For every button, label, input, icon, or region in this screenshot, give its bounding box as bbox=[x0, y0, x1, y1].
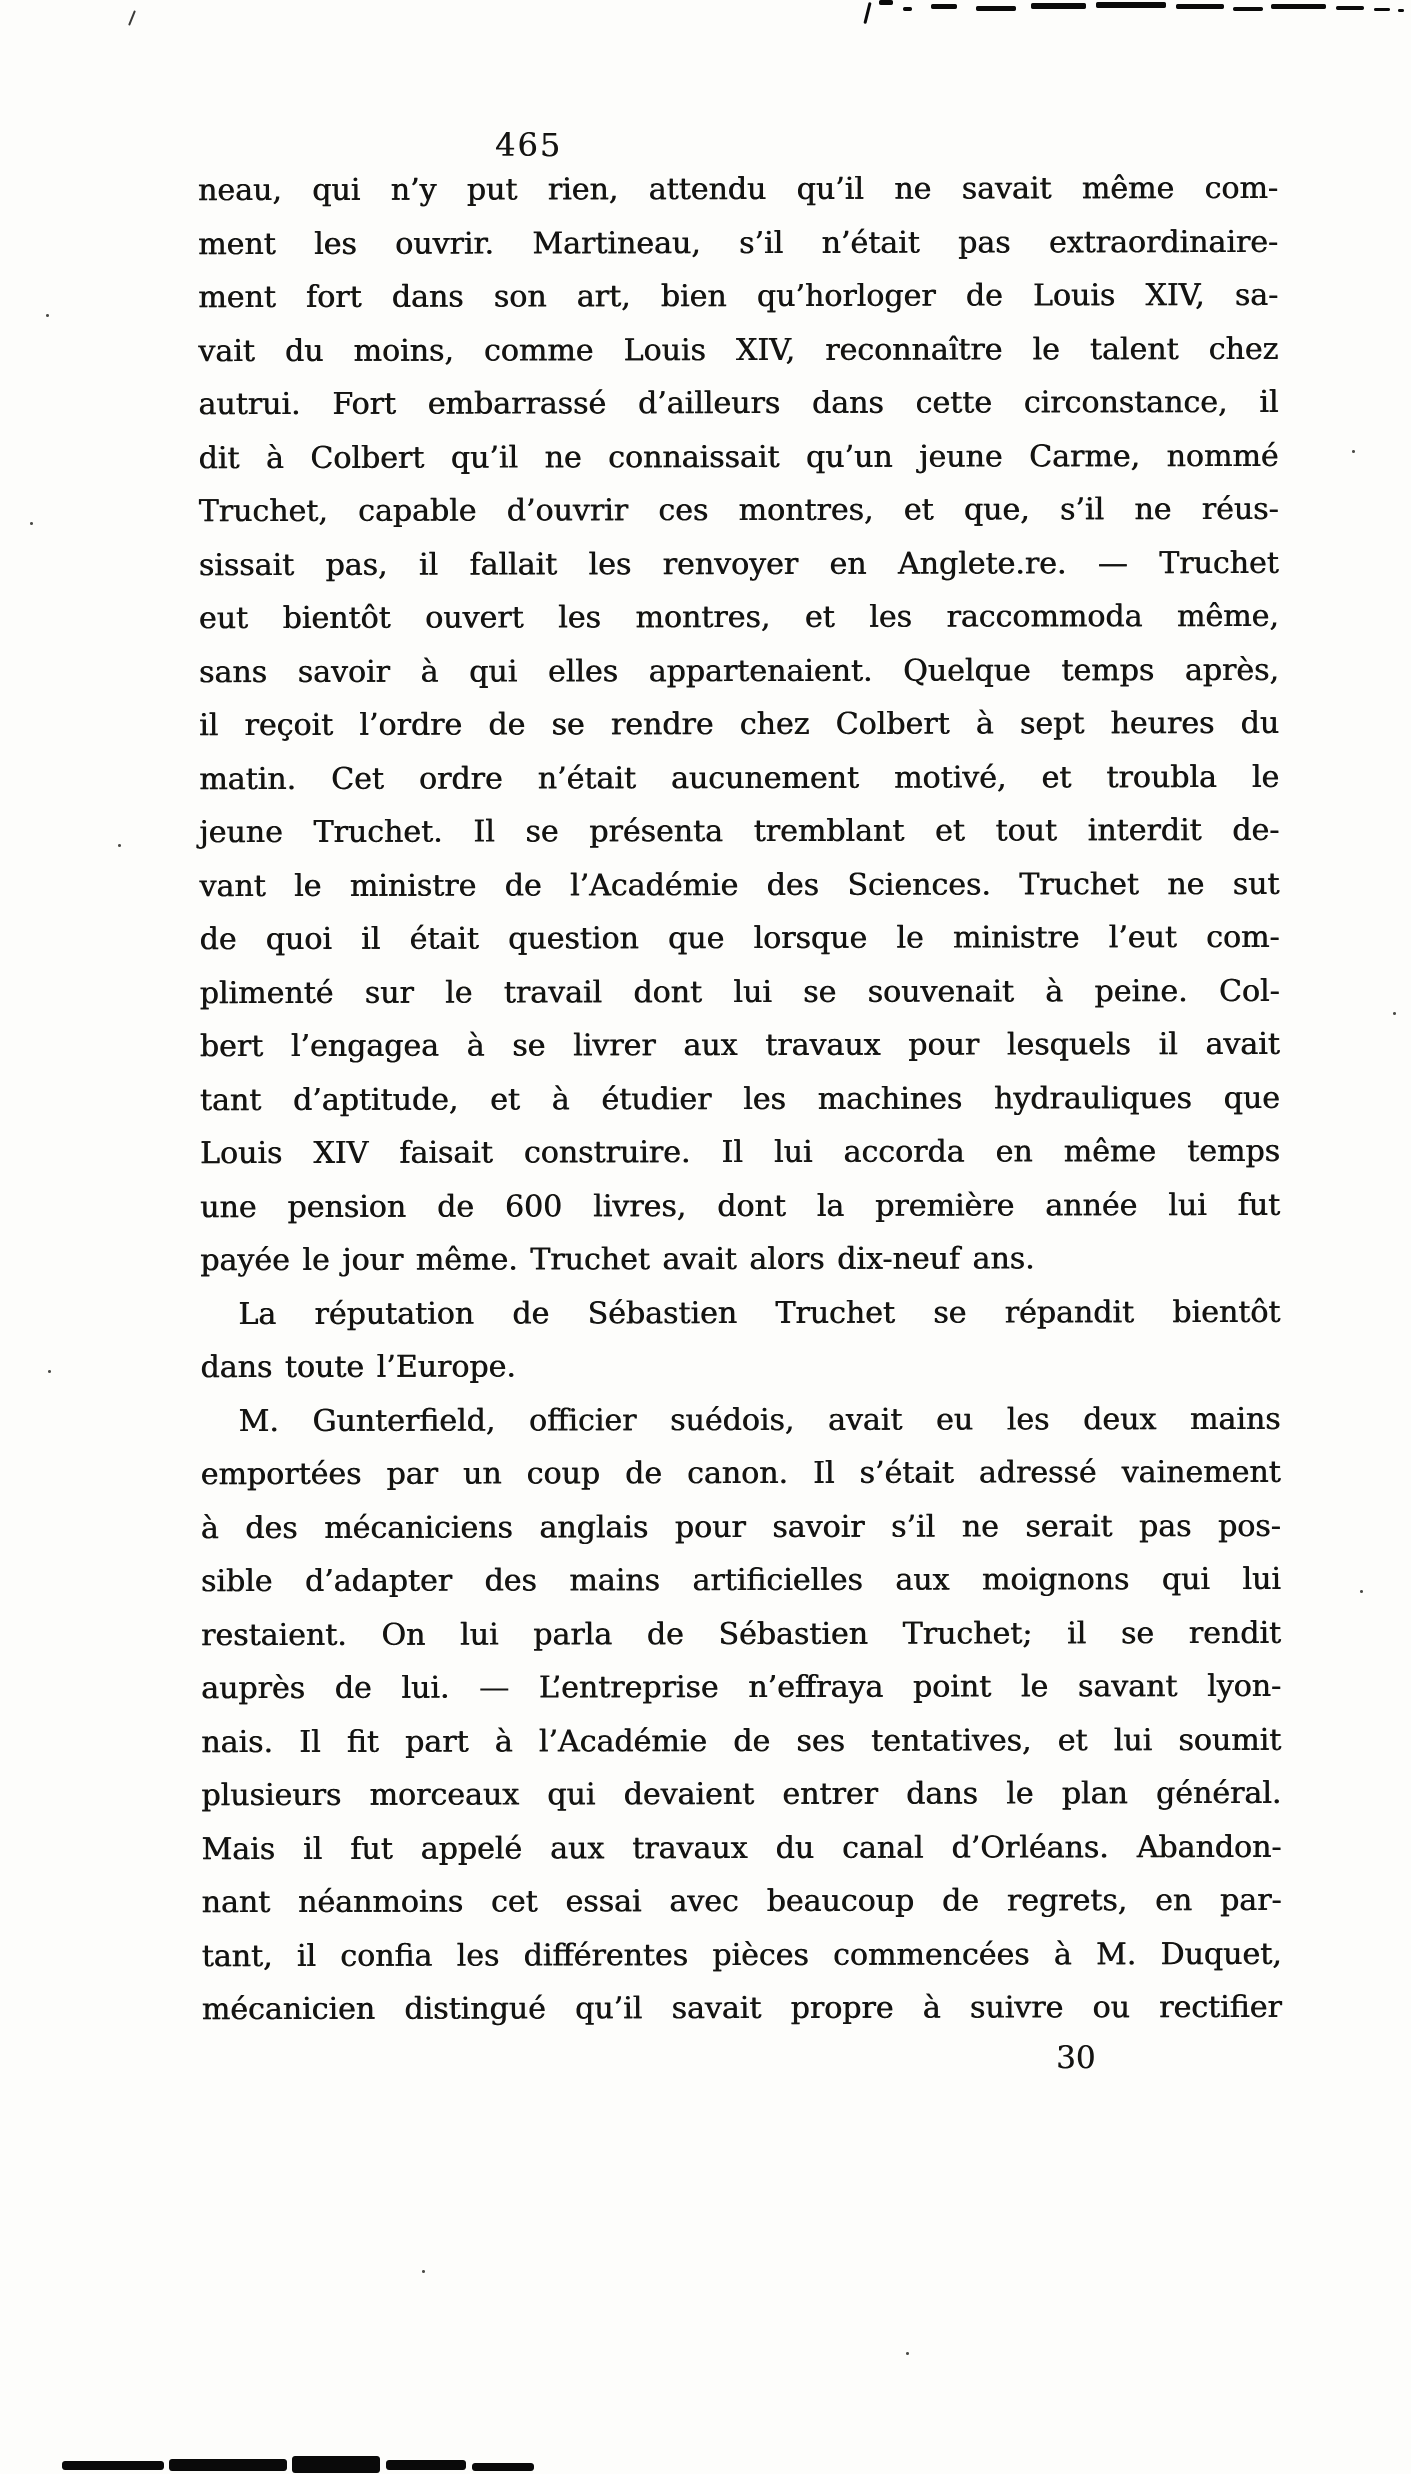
scan-artifact bbox=[1031, 3, 1086, 9]
scan-artifact bbox=[931, 4, 957, 9]
scan-artifact bbox=[1176, 4, 1224, 9]
scan-artifact bbox=[386, 2460, 466, 2470]
scan-artifact bbox=[1096, 2, 1166, 8]
page-number: 465 bbox=[495, 126, 563, 164]
text-line: Truchet, capable d’ouvrir ces montres, et que, s’il ne réus- bbox=[198, 491, 1279, 530]
scan-artifact bbox=[903, 7, 912, 11]
scan-artifact bbox=[169, 2459, 287, 2471]
text-line: restaient. On lui parla de Sébastien Truchet; il se rendit bbox=[201, 1615, 1282, 1653]
scan-artifact bbox=[976, 6, 1016, 11]
text-line: auprès de lui. — L’entreprise n’effraya point le savant lyon- bbox=[201, 1668, 1282, 1707]
signature-mark: 30 bbox=[1056, 2040, 1096, 2076]
scan-artifact bbox=[1233, 7, 1263, 11]
text-line: payée le jour même. Truchet avait alors dix-neuf ans. bbox=[200, 1241, 1035, 1279]
scan-artifact bbox=[128, 10, 136, 26]
scan-speck bbox=[906, 2352, 909, 2355]
scan-speck bbox=[30, 522, 33, 525]
scan-speck bbox=[1393, 1012, 1396, 1015]
text-line: eut bientôt ouvert les montres, et les raccommoda même, bbox=[198, 598, 1280, 637]
scan-artifact bbox=[1271, 4, 1326, 9]
scan-artifact bbox=[1336, 6, 1364, 10]
text-line: de quoi il était question que lorsque le ministre l’eut com- bbox=[199, 919, 1280, 958]
text-line: nais. Il fit part à l’Académie de ses tentatives, et lui soumit bbox=[201, 1722, 1282, 1760]
text-line: jeune Truchet. Il se présenta tremblant et tout interdit de- bbox=[199, 812, 1280, 851]
text-line: sissait pas, il fallait les renvoyer en Anglete.re. — Truchet bbox=[198, 545, 1279, 583]
page-text-block bbox=[198, 162, 1282, 2037]
text-line: M. Gunterfield, officier suédois, avait eu les deux mains bbox=[238, 1401, 1281, 1439]
text-line: dans toute l’Europe. bbox=[200, 1349, 516, 1386]
text-line: ment les ouvrir. Martineau, s’il n’était pas extraordinaire- bbox=[198, 224, 1279, 262]
text-line: sans savoir à qui elles appartenaient. Quelque temps après, bbox=[199, 652, 1280, 690]
scan-speck bbox=[46, 314, 49, 317]
scan-artifact bbox=[292, 2456, 380, 2473]
scan-artifact bbox=[1374, 8, 1390, 11]
text-line: sible d’adapter des mains artificielles aux moignons qui lui bbox=[200, 1561, 1282, 1600]
scan-speck bbox=[118, 844, 121, 847]
text-line: nant néanmoins cet essai avec beaucoup de regrets, en par- bbox=[201, 1882, 1282, 1921]
text-line: plusieurs morceaux qui devaient entrer dans le plan général. bbox=[201, 1775, 1282, 1814]
text-line: à des mécaniciens anglais pour savoir s’il ne serait pas pos- bbox=[200, 1508, 1281, 1546]
text-line: matin. Cet ordre n’était aucunement motivé, et troubla le bbox=[199, 759, 1280, 797]
scan-speck bbox=[1360, 1590, 1363, 1593]
scan-artifact bbox=[472, 2463, 534, 2471]
text-line: Louis XIV faisait construire. Il lui accorda en même temps bbox=[200, 1133, 1281, 1172]
scan-speck bbox=[48, 1370, 51, 1373]
text-line: dit à Colbert qu’il ne connaissait qu’un jeune Carme, nommé bbox=[198, 438, 1279, 476]
text-line: plimenté sur le travail dont lui se souvenait à peine. Col- bbox=[199, 973, 1280, 1011]
text-line: La réputation de Sébastien Truchet se répandit bientôt bbox=[238, 1294, 1281, 1332]
text-line: vant le ministre de l’Académie des Sciences. Truchet ne sut bbox=[199, 866, 1280, 904]
text-line: Mais il fut appelé aux travaux du canal d’Orléans. Abandon- bbox=[201, 1829, 1282, 1867]
scan-artifact bbox=[1398, 9, 1404, 12]
text-line: ment fort dans son art, bien qu’horloger de Louis XIV, sa- bbox=[198, 277, 1279, 316]
text-line: bert l’engagea à se livrer aux travaux pour lesquels il avait bbox=[199, 1026, 1280, 1065]
text-line: vait du moins, comme Louis XIV, reconnaître le talent chez bbox=[198, 331, 1279, 369]
text-line: neau, qui n’y put rien, attendu qu’il ne savait même com- bbox=[198, 170, 1279, 209]
text-line: tant d’aptitude, et à étudier les machines hydrauliques que bbox=[199, 1080, 1281, 1118]
scan-speck bbox=[1352, 450, 1355, 453]
text-line: une pension de 600 livres, dont la première année lui fut bbox=[200, 1187, 1281, 1225]
scan-speck bbox=[422, 2270, 425, 2273]
text-line: emportées par un coup de canon. Il s’était adressé vainement bbox=[200, 1454, 1281, 1493]
scan-artifact bbox=[863, 2, 871, 24]
text-line: autrui. Fort embarrassé d’ailleurs dans cette circonstance, il bbox=[198, 384, 1279, 423]
scan-artifact bbox=[879, 0, 893, 5]
text-line: mécanicien distingué qu’il savait propre à suivre ou rectifier bbox=[201, 1989, 1282, 2028]
scan-artifact bbox=[62, 2461, 164, 2470]
text-line: il reçoit l’ordre de se rendre chez Colbert à sept heures du bbox=[199, 705, 1280, 744]
text-line: tant, il confia les différentes pièces commencées à M. Duquet, bbox=[201, 1936, 1282, 1974]
